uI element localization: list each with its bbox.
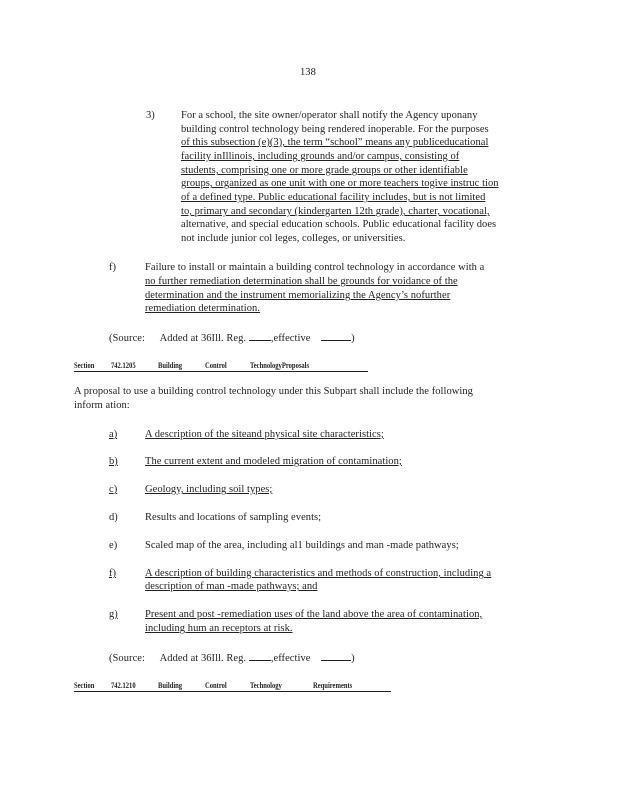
- list-marker-e: e): [109, 540, 118, 551]
- source-effective: ,effective: [270, 333, 311, 344]
- section-1210-word: Control: [205, 681, 227, 690]
- section-1210-word: Building: [158, 681, 183, 690]
- item-3-line: of a defined type. Public educational facility includes, but is not limited: [181, 192, 486, 203]
- list-marker-d: d): [109, 512, 118, 523]
- section-1205-word: TechnologyProposals: [250, 361, 310, 370]
- list-item-e: Scaled map of the area, including al1 buildings and man -made pathways;: [145, 540, 459, 551]
- list-marker-f: f): [109, 568, 117, 579]
- source-blank-date: [321, 650, 351, 661]
- section-1205-label: Section: [74, 361, 95, 370]
- item-f-line: no further remediation determination shall be grounds for voidance of the: [145, 276, 458, 287]
- section-1210-rule: [74, 691, 391, 692]
- source-close: ): [351, 653, 355, 664]
- source-blank-reg: [249, 330, 271, 341]
- item-3-line: of this subsection (e)(3), the term “school” means any publiceducational: [181, 137, 489, 148]
- item-3-line: students, comprising one or more grade groups or other identifiable: [181, 165, 468, 176]
- source-text: Added at 36Ill. Reg.: [159, 333, 247, 344]
- source-note: [109, 650, 355, 666]
- intro-line: A proposal to use a building control technology under this Subpart shall include the following: [74, 386, 473, 397]
- source-text: Added at 36Ill. Reg.: [159, 653, 247, 664]
- source-note: [109, 330, 355, 346]
- list-marker-g: g): [109, 609, 118, 620]
- item-f-line: Failure to install or maintain a building control technology in accordance with a: [145, 262, 485, 273]
- source-blank-reg: [249, 650, 271, 661]
- list-item-b: The current extent and modeled migration of contamination;: [145, 456, 402, 467]
- intro-line: inform ation:: [74, 400, 130, 411]
- item-3-line: not include junior col leges, colleges, or universities.: [181, 233, 406, 244]
- item-3-line: For a school, the site owner/operator shall notify the Agency uponany: [181, 110, 478, 121]
- page-number: 138: [300, 67, 316, 78]
- section-1210-label: Section: [74, 681, 95, 690]
- source-close: ): [351, 333, 355, 344]
- section-1210-word: Requirements: [313, 681, 353, 690]
- item-3-line: facility inIllinois, including grounds and/or campus, consisting of: [181, 151, 460, 162]
- item-3-marker: 3): [146, 110, 155, 121]
- list-item-c: Geology, including soil types;: [145, 484, 273, 495]
- list-marker-a: a): [109, 429, 118, 440]
- source-prefix: (Source:: [109, 653, 145, 664]
- item-3-line: groups, organized as one unit with one or more teachers togive instruc tion: [181, 178, 499, 189]
- item-3-line: to, primary and secondary (kindergarten 12th grade), charter, vocational,: [181, 206, 490, 217]
- list-item-d: Results and locations of sampling events;: [145, 512, 322, 523]
- item-3-line: building control technology being rendered inoperable. For the purposes: [181, 124, 489, 135]
- section-1210-number: 742.1210: [111, 681, 136, 690]
- item-f-line: determination and the instrument memorializing the Agency’s nofurther: [145, 290, 451, 301]
- list-item-g: including hum an receptors at risk.: [145, 623, 293, 634]
- list-item-f: description of man -made pathways; and: [145, 581, 318, 592]
- section-1205-word: Control: [205, 361, 227, 370]
- list-item-a: A description of the siteand physical site characteristics;: [145, 429, 384, 440]
- source-blank-date: [321, 330, 351, 341]
- section-1205-rule: [74, 371, 368, 372]
- list-marker-b: b): [109, 456, 118, 467]
- source-prefix: (Source:: [109, 333, 145, 344]
- item-f-marker: f): [109, 262, 117, 273]
- section-1205-number: 742.1205: [111, 361, 136, 370]
- section-1210-word: Technology: [250, 681, 282, 690]
- source-effective: ,effective: [270, 653, 311, 664]
- list-item-f: A description of building characteristics and methods of construction, including a: [145, 568, 492, 579]
- item-f-line: remediation determination.: [145, 303, 261, 314]
- section-1205-word: Building: [158, 361, 183, 370]
- list-item-g: Present and post -remediation uses of the land above the area of contamination,: [145, 609, 483, 620]
- item-3-line: alternative, and special education schools. Public educational facility does: [181, 219, 497, 230]
- list-marker-c: c): [109, 484, 118, 495]
